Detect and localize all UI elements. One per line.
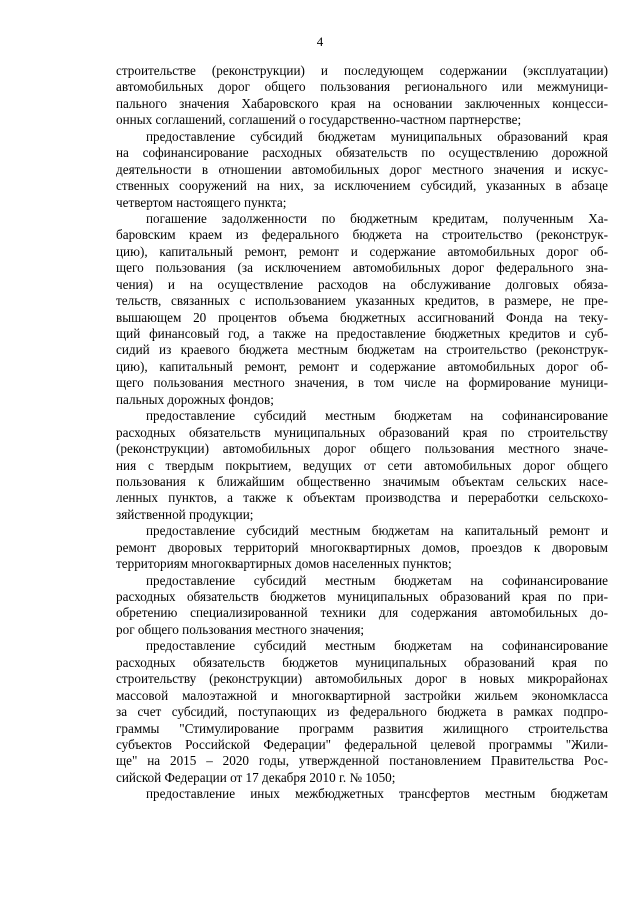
text-line: ния с твердым покрытием, ведущих от сети автомобильных дорог общего bbox=[116, 457, 608, 473]
text-line: цию), капитальный ремонт, ремонт и содержание автомобильных дорог об- bbox=[116, 358, 608, 374]
text-line: пального значения Хабаровского края на основании заключенных концесси- bbox=[116, 95, 608, 111]
text-line: ремонт дворовых территорий многоквартирных домов, проездов к дворовым bbox=[116, 539, 608, 555]
text-line: зяйственной продукции; bbox=[116, 506, 254, 522]
paragraph-first-line: предоставление субсидий местным бюджетам на софинансирование bbox=[146, 638, 608, 654]
text-line: ленных пунктов, а также к объектам производства и переработки сельскохо- bbox=[116, 490, 608, 506]
paragraph-first-line: предоставление иных межбюджетных трансфертов местным бюджетам bbox=[146, 786, 608, 802]
paragraph-first-line: предоставление субсидий бюджетам муниципальных образований края bbox=[146, 128, 608, 144]
text-line: строительстве (реконструкции) и последующем содержании (эксплуатации) bbox=[116, 63, 608, 78]
text-line: субъектов Российской Федерации" федеральной целевой программы "Жили- bbox=[116, 736, 608, 752]
text-line: расходных обязательств бюджетов муниципальных образований края по bbox=[116, 654, 608, 670]
paragraph-first-line: погашение задолженности по бюджетным кредитам, полученным Ха- bbox=[146, 210, 608, 226]
text-line: сидий из краевого бюджета местным бюджетам на строительство (реконструк- bbox=[116, 342, 608, 358]
text-line: рог общего пользования местного значения; bbox=[116, 621, 365, 637]
paragraph-first-line: предоставление субсидий местным бюджетам на софинансирование bbox=[146, 572, 608, 588]
text-line: баровским краем из федерального бюджета на строительство (реконструк- bbox=[116, 227, 608, 243]
text-line: ственных сооружений на них, за исключением субсидий, указанных в абзаце bbox=[116, 178, 608, 194]
text-line: автомобильных дорог общего пользования регионального или межмуници- bbox=[116, 79, 608, 95]
paragraph-first-line: предоставление субсидий местным бюджетам на софинансирование bbox=[146, 408, 608, 424]
text-line: (реконструкции) автомобильных дорог общего пользования местного значе- bbox=[116, 441, 608, 457]
text-line: пальных дорожных фондов; bbox=[116, 391, 274, 407]
text-line: за счет субсидий, поступающих из федерального бюджета в рамках подпро- bbox=[116, 704, 608, 720]
text-line: строительству (реконструкции) автомобильных дорог в новых микрорайонах bbox=[116, 671, 608, 687]
text-line: сийской Федерации от 17 декабря 2010 г. № 1050; bbox=[116, 769, 396, 785]
text-line: щий финансовый год, а также на предоставление бюджетных кредитов и суб- bbox=[116, 326, 608, 341]
text-line: на софинансирование расходных обязательств по осуществлению дорожной bbox=[116, 145, 608, 161]
text-line: чения) и на осуществление расходов на обслуживание долговых обяза- bbox=[116, 276, 608, 292]
text-line: деятельности в отношении автомобильных дорог местного значения и искус- bbox=[116, 161, 608, 177]
text-line: расходных обязательств муниципальных образований края по строительству bbox=[116, 424, 608, 440]
text-line: граммы "Стимулирование программ развития жилищного строительства bbox=[116, 720, 608, 736]
text-line: онных соглашений, соглашений о государственно-частном партнерстве; bbox=[116, 112, 522, 128]
text-line: тельств, связанных с использованием указанных кредитов, в размере, не пре- bbox=[116, 293, 608, 309]
text-line: обретению специализированной техники для содержания автомобильных до- bbox=[116, 605, 608, 621]
text-line: цию), капитальный ремонт, ремонт и содержание автомобильных дорог об- bbox=[116, 243, 608, 259]
paragraph-first-line: предоставление субсидий местным бюджетам на капитальный ремонт и bbox=[146, 523, 608, 539]
text-line: массовой малоэтажной и многоквартирной застройки жильем экономкласса bbox=[116, 687, 608, 703]
text-line: щего пользования (за исключением автомобильных дорог федерального зна- bbox=[116, 260, 608, 276]
page-number: 4 bbox=[316, 34, 324, 49]
text-line: расходных обязательств бюджетов муниципальных образований края по при- bbox=[116, 589, 608, 604]
document-body bbox=[116, 63, 608, 803]
text-line: ще" на 2015 – 2020 годы, утвержденной постановлением Правительства Рос- bbox=[116, 753, 608, 769]
text-line: территориям многоквартирных домов населенных пунктов; bbox=[116, 556, 452, 572]
text-line: щего пользования местного значения, в том числе на формирование муници- bbox=[116, 375, 608, 391]
text-line: вышающем 20 процентов объема бюджетных ассигнований Фонда на теку- bbox=[116, 309, 608, 325]
text-line: четвертом настоящего пункта; bbox=[116, 194, 287, 210]
text-line: пользования к ближайшим общественно значимым объектам сельских насе- bbox=[116, 473, 608, 489]
